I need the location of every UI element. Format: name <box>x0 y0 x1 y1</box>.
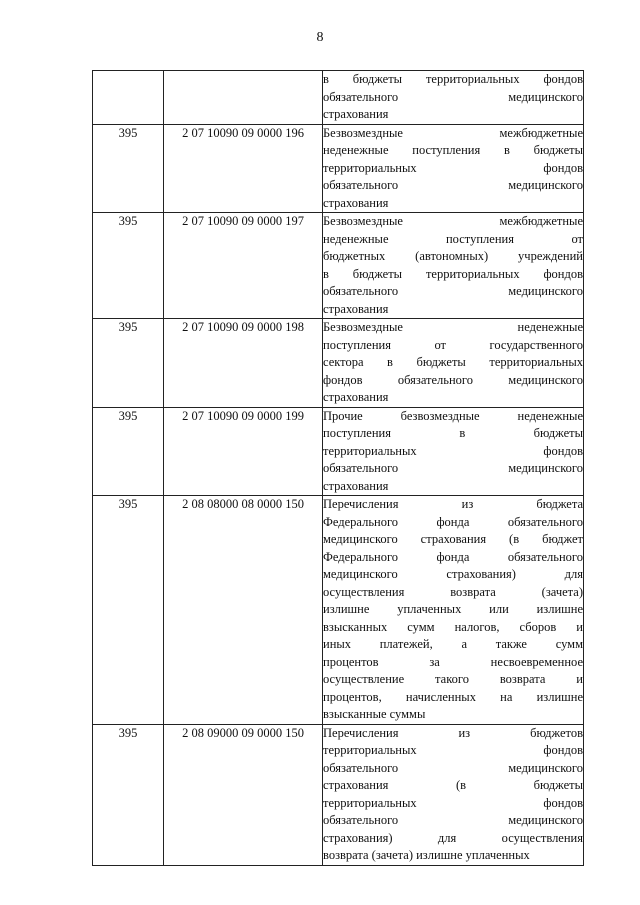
description-line: Прочие безвозмездные неденежные <box>323 408 583 423</box>
description-line: страхования <box>323 301 389 316</box>
classification-code-cell: 2 08 08000 08 0000 150 <box>164 496 323 725</box>
description-line: страхования <box>323 390 389 404</box>
description-line: поступления в бюджеты <box>323 426 583 440</box>
description-line: страхования (в бюджеты <box>323 778 583 792</box>
classification-code-cell <box>164 71 323 125</box>
table-body <box>93 71 584 866</box>
description-line: медицинского страхования) для <box>323 567 583 581</box>
table-row <box>93 319 584 408</box>
description-line: процентов за несвоевременное <box>323 654 583 669</box>
description-line: обязательного медицинского <box>323 284 583 298</box>
description-line: осуществление такого возврата и <box>323 672 583 686</box>
description-line: обязательного медицинского <box>323 760 583 775</box>
table-row <box>93 71 584 125</box>
description-line: в бюджеты территориальных фондов <box>323 72 583 86</box>
description-line: территориальных фондов <box>323 160 583 175</box>
description-line: территориальных фондов <box>323 795 583 810</box>
admin-code-cell: 395 <box>93 124 164 213</box>
classification-code-cell: 2 08 09000 09 0000 150 <box>164 724 323 865</box>
classification-code-cell: 2 07 10090 09 0000 199 <box>164 407 323 496</box>
description-line: осуществления возврата (зачета) <box>323 584 583 599</box>
description-line: обязательного медицинского <box>323 461 583 475</box>
classification-code-cell: 2 07 10090 09 0000 198 <box>164 319 323 408</box>
description-line: Федерального фонда обязательного <box>323 549 583 564</box>
description-line: возврата (зачета) излишне уплаченных <box>323 848 530 862</box>
description-line: взысканных сумм налогов, сборов и <box>323 619 583 634</box>
description-line: сектора в бюджеты территориальных <box>323 355 583 369</box>
description-cell <box>323 319 584 408</box>
table-row <box>93 496 584 725</box>
description-line: Безвозмездные межбюджетные <box>323 214 583 228</box>
description-line: страхования <box>323 107 389 121</box>
description-line: неденежные поступления в бюджеты <box>323 143 583 157</box>
description-line: в бюджеты территориальных фондов <box>323 266 583 281</box>
description-line: обязательного медицинского <box>323 178 583 192</box>
description-line: поступления от государственного <box>323 337 583 352</box>
table-row <box>93 124 584 213</box>
description-cell <box>323 213 584 319</box>
table-row <box>93 724 584 865</box>
description-line: неденежные поступления от <box>323 231 583 246</box>
budget-codes-table <box>92 70 584 866</box>
description-line: излишне уплаченных или излишне <box>323 602 583 616</box>
description-line: страхования <box>323 195 389 210</box>
description-line: Перечисления из бюджетов <box>323 725 583 740</box>
description-line: территориальных фондов <box>323 743 583 757</box>
classification-code-cell: 2 07 10090 09 0000 197 <box>164 213 323 319</box>
table-row <box>93 213 584 319</box>
admin-code-cell: 395 <box>93 407 164 496</box>
description-line: бюджетных (автономных) учреждений <box>323 249 583 263</box>
description-line: процентов, начисленных на излишне <box>323 689 583 704</box>
description-line: взысканные суммы <box>323 707 426 721</box>
description-line: медицинского страхования (в бюджет <box>323 532 583 546</box>
admin-code-cell: 395 <box>93 724 164 865</box>
page-number: 8 <box>316 30 324 45</box>
description-line: Безвозмездные межбюджетные <box>323 125 583 140</box>
admin-code-cell: 395 <box>93 213 164 319</box>
description-line: страхования) для осуществления <box>323 830 583 845</box>
description-line: Перечисления из бюджета <box>323 497 583 511</box>
description-cell <box>323 407 584 496</box>
description-line: фондов обязательного медицинского <box>323 372 583 387</box>
description-line: Безвозмездные неденежные <box>323 320 583 334</box>
description-cell <box>323 124 584 213</box>
admin-code-cell: 395 <box>93 319 164 408</box>
description-line: обязательного медицинского <box>323 813 583 827</box>
description-cell <box>323 71 584 125</box>
description-line: иных платежей, а также сумм <box>323 637 583 651</box>
description-line: обязательного медицинского <box>323 89 583 104</box>
description-line: страхования <box>323 478 389 493</box>
description-line: территориальных фондов <box>323 443 583 458</box>
description-cell <box>323 724 584 865</box>
table-row <box>93 407 584 496</box>
classification-code-cell: 2 07 10090 09 0000 196 <box>164 124 323 213</box>
admin-code-cell: 395 <box>93 496 164 725</box>
description-cell <box>323 496 584 725</box>
admin-code-cell <box>93 71 164 125</box>
description-line: Федерального фонда обязательного <box>323 514 583 529</box>
